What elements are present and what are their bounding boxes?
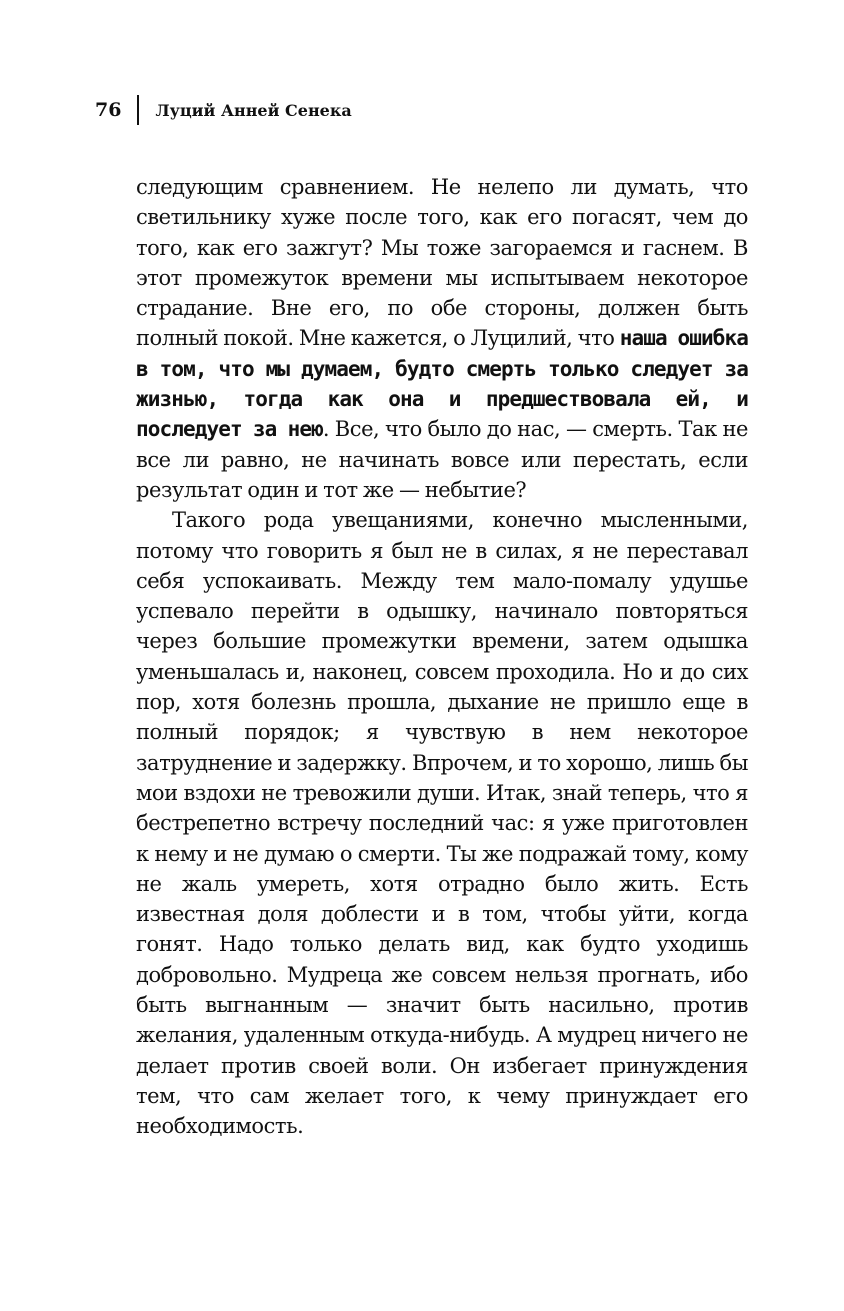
running-title: Луций Анней Сенека xyxy=(155,100,352,120)
running-header xyxy=(95,94,352,126)
paragraph-continued xyxy=(136,172,748,505)
paragraph-lead-text: следующим сравнением. Не нелепо ли думать, что светильнику хуже после того, как его погасят, чем до того, как его зажгут? Мы тоже загораемся и гаснем. В этот промежуток времени мы испытываем некоторое страдание. Вне его, по обе стороны, должен быть полный покой. Мне кажется, о Луцилий, что xyxy=(136,175,748,351)
paragraph-tail-text: . Все, что было до нас, — смерть. Так не все ли равно, не начинать вовсе или перестать, если результат один и тот же — небытие? xyxy=(136,417,748,502)
emphasized-quote: наша ошибка в том, что мы думаем, будто смерть только следует за жизнью, тогда как она и предшествовала ей, и последует за нею xyxy=(136,326,748,442)
page-body xyxy=(136,172,748,1142)
header-divider xyxy=(137,95,139,125)
paragraph: Такого рода увещаниями, конечно мысленными, потому что говорить я был не в силах, я не переставал себя успокаивать. Между тем мало-помалу удушье успевало перейти в одышку, начинало повторяться через большие промежутки времени, затем одышка уменьшалась и, наконец, совсем проходила. Но и до сих пор, хотя болезнь прошла, дыхание не пришло еще в полный порядок; я чувствую в нем некоторое затруднение и задержку. Впрочем, и то хорошо, лишь бы мои вздохи не тревожили души. Итак, знай теперь, что я бестрепетно встречу последний час: я уже приготовлен к нему и не думаю о смерти. Ты же подражай тому, кому не жаль умереть, хотя отрадно было жить. Есть известная доля доблести и в том, чтобы уйти, когда гонят. Надо только делать вид, как будто уходишь добровольно. Мудреца же совсем нельзя прогнать, ибо быть выгнанным — значит быть насильно, против желания, удаленным откуда-нибудь. А мудрец ничего не делает против своей воли. Он избегает принуждения тем, что сам желает того, к чему принуждает его необходимость. xyxy=(136,508,748,1139)
page-number: 76 xyxy=(95,99,122,121)
